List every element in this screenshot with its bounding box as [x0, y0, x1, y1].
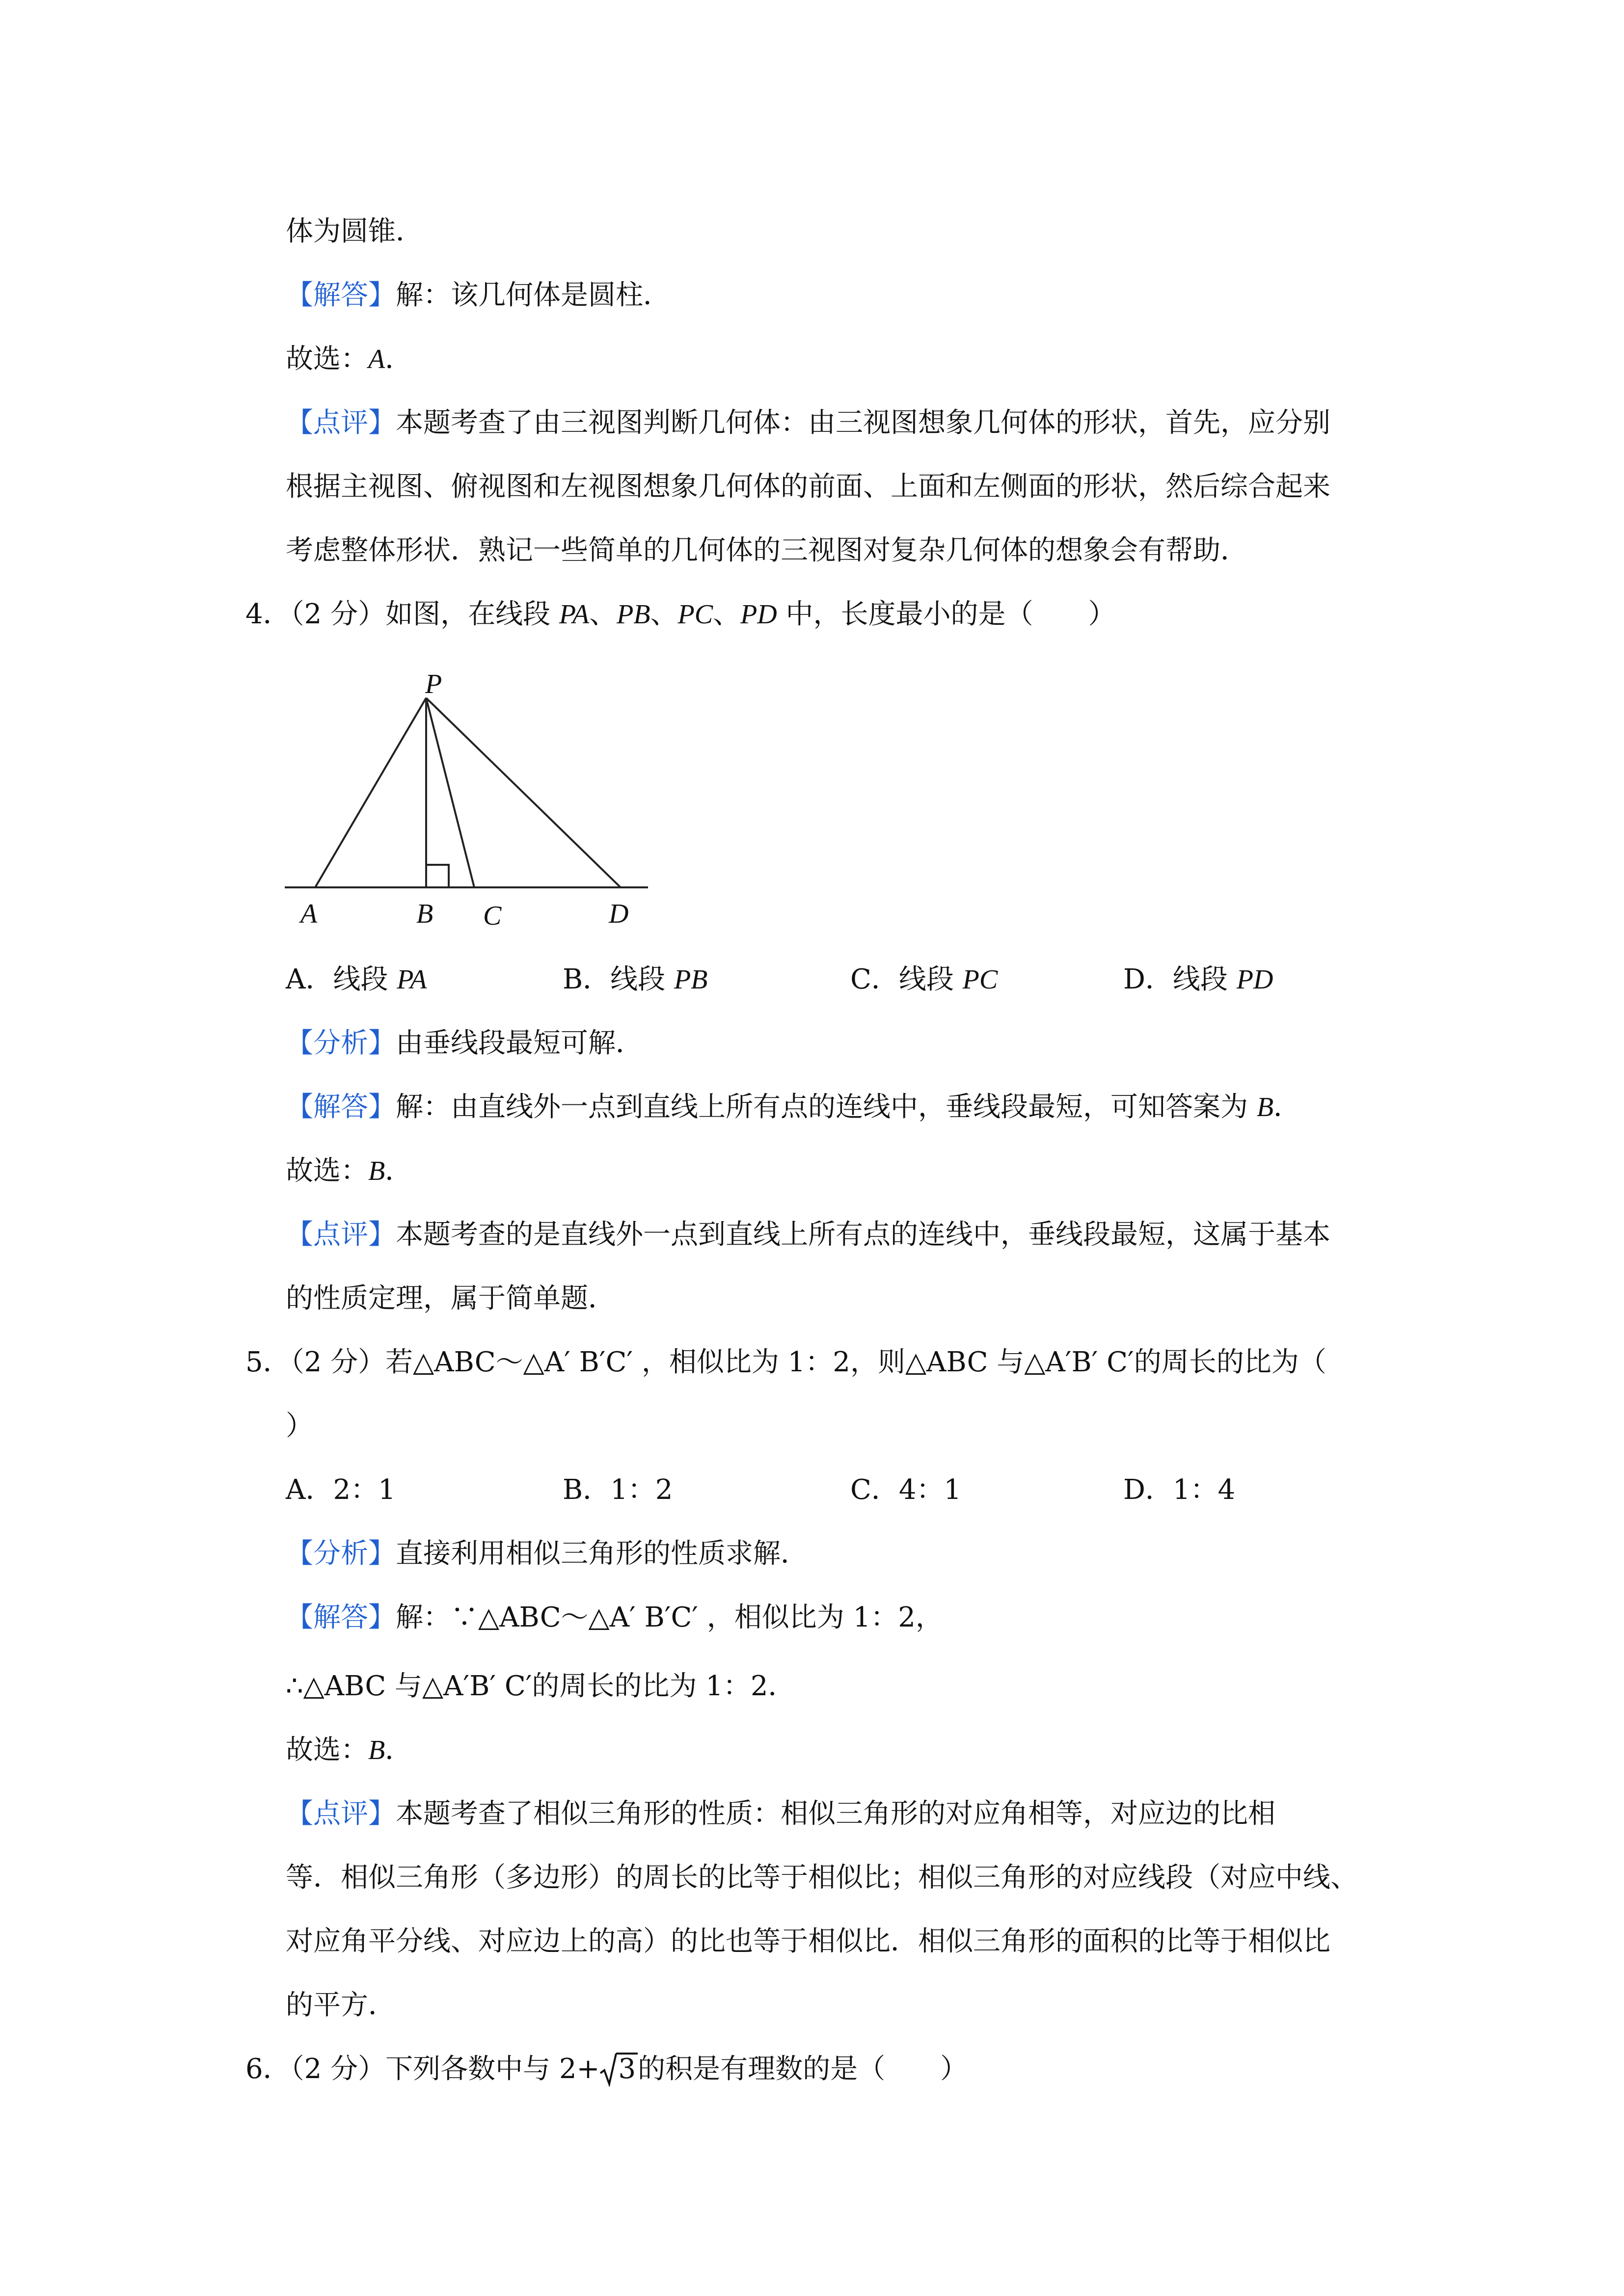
radicand: 3	[616, 2053, 638, 2084]
choice-letter: A	[368, 344, 385, 374]
option-letter: D．	[1123, 1474, 1173, 1506]
question-score: （2 分）	[290, 2053, 386, 2085]
q4-choice	[286, 1153, 412, 1189]
option-letter: C．	[850, 1474, 899, 1506]
choice-prefix: 故选：	[286, 343, 368, 375]
option-text: 2：1	[333, 1474, 396, 1506]
review-tag: 【点评】	[286, 1219, 396, 1251]
analysis-text: 由垂线段最短可解．	[396, 1027, 643, 1059]
option-letter: C．	[850, 963, 899, 995]
q5-review-line-2: 等．相似三角形（多边形）的周长的比等于相似比；相似三角形的对应线段（对应中线、	[286, 1862, 1358, 1894]
q4-stem	[245, 597, 1116, 632]
separator: 、	[713, 598, 741, 630]
answer-tag: 【解答】	[286, 1602, 396, 1633]
choice-suffix: ．	[385, 343, 413, 375]
q4-analysis	[286, 1026, 643, 1061]
q4-review-line-2: 的性质定理，属于简单题．	[286, 1282, 616, 1314]
option-text: 1：2	[610, 1474, 673, 1506]
answer-end: ．	[1273, 1091, 1301, 1123]
review-tag: 【点评】	[286, 1798, 396, 1830]
answer-tag: 【解答】	[286, 1091, 396, 1123]
option-text: 线段	[333, 963, 397, 995]
q5-option-a[interactable]	[286, 1472, 396, 1508]
q5-review-line-4: 的平方．	[286, 1989, 396, 2021]
q5-stem-line-2: ）	[286, 1410, 313, 1442]
option-var: PA	[397, 964, 427, 995]
answer-text: 解：∵△ABC～△A′ B′C′ ，相似比为 1：2，	[396, 1602, 943, 1633]
choice-prefix: 故选：	[286, 1734, 368, 1766]
label-c: C	[483, 901, 502, 931]
choice-letter: B	[368, 1735, 385, 1765]
segment-pd: PD	[740, 599, 777, 630]
square-root	[599, 2052, 638, 2087]
option-text: 1：4	[1172, 1474, 1236, 1506]
q6-stem	[245, 2052, 968, 2087]
answer-text: 解：由直线外一点到直线上所有点的连线中，垂线段最短，可知答案为	[396, 1091, 1257, 1123]
question-number: 5．	[245, 1346, 291, 1378]
choice-prefix: 故选：	[286, 1155, 368, 1187]
option-letter: D．	[1123, 963, 1173, 995]
analysis-tag: 【分析】	[286, 1027, 396, 1059]
segment-pc: PC	[677, 599, 713, 630]
label-d: D	[609, 899, 629, 929]
question-number: 6．	[245, 2053, 291, 2085]
prev-review-line-3: 考虑整体形状．熟记一些简单的几何体的三视图对复杂几何体的想象会有帮助．	[286, 534, 1248, 566]
q5-analysis	[286, 1536, 808, 1572]
stem-text: 若△ABC～△A′ B′C′ ，相似比为 1：2，则△ABC 与△A′B′ C′的周长的比为（	[385, 1346, 1326, 1378]
choice-suffix: ．	[385, 1734, 413, 1766]
separator: 、	[589, 598, 617, 630]
option-var: PD	[1236, 964, 1273, 995]
choice-suffix: ．	[385, 1155, 413, 1187]
option-var: PB	[674, 964, 708, 995]
q5-review-line-1	[286, 1796, 1275, 1832]
review-text: 本题考查的是直线外一点到直线上所有点的连线中，垂线段最短，这属于基本	[396, 1219, 1330, 1251]
q5-answer	[286, 1600, 943, 1635]
option-text: 线段	[1172, 963, 1237, 995]
right-angle-mark	[426, 865, 449, 887]
prev-review-line-1	[286, 405, 1330, 441]
review-tag: 【点评】	[286, 407, 396, 439]
prev-review-line-2: 根据主视图、俯视图和左视图想象几何体的前面、上面和左侧面的形状，然后综合起来	[286, 471, 1330, 503]
analysis-text: 直接利用相似三角形的性质求解．	[396, 1538, 808, 1570]
segment-pa-line	[315, 698, 426, 887]
answer-var: B	[1256, 1092, 1274, 1122]
stem-text-end: 中，长度最小的是（ ）	[777, 598, 1116, 630]
prev-answer-line	[286, 278, 671, 313]
q5-review-line-3: 对应角平分线、对应边上的高）的比也等于相似比．相似三角形的面积的比等于相似比	[286, 1925, 1330, 1957]
q5-option-c[interactable]	[850, 1472, 961, 1508]
answer-tag: 【解答】	[286, 279, 396, 311]
question-score: （2 分）	[290, 598, 386, 630]
question-number: 4．	[245, 598, 291, 630]
q4-option-a[interactable]	[286, 962, 427, 997]
q4-geometry-figure	[275, 663, 668, 937]
q5-option-b[interactable]	[563, 1472, 673, 1508]
answer-text: 解：该几何体是圆柱．	[396, 279, 671, 311]
option-letter: A．	[286, 963, 333, 995]
q5-choice	[286, 1733, 412, 1768]
option-letter: A．	[286, 1474, 333, 1506]
analysis-tag: 【分析】	[286, 1538, 396, 1570]
prev-cont-line: 体为圆锥．	[286, 215, 423, 247]
choice-letter: B	[368, 1156, 385, 1186]
stem-text: 下列各数中与 2+	[385, 2053, 600, 2085]
review-text: 本题考查了由三视图判断几何体：由三视图想象几何体的形状，首先，应分别	[396, 407, 1330, 439]
label-b: B	[416, 899, 433, 929]
stem-text: 如图，在线段	[385, 598, 559, 630]
q4-option-c[interactable]	[850, 962, 998, 997]
segment-pc-line	[426, 698, 474, 887]
q5-therefore-line: ∴△ABC 与△A′B′ C′的周长的比为 1：2．	[286, 1670, 796, 1702]
q4-option-d[interactable]	[1123, 962, 1273, 997]
segment-pd-line	[426, 698, 621, 887]
option-text: 线段	[898, 963, 963, 995]
q5-stem-line-1	[245, 1345, 1326, 1380]
q5-option-d[interactable]	[1123, 1472, 1235, 1508]
option-text: 4：1	[898, 1474, 962, 1506]
option-text: 线段	[610, 963, 674, 995]
option-letter: B．	[563, 1474, 611, 1506]
q4-option-b[interactable]	[563, 962, 707, 997]
segment-pa: PA	[559, 599, 590, 630]
prev-choice-line	[286, 342, 412, 377]
label-p: P	[425, 669, 442, 699]
option-var: PC	[962, 964, 998, 995]
label-a: A	[300, 899, 318, 929]
segment-pb: PB	[617, 599, 650, 630]
q4-review-line-1	[286, 1217, 1330, 1253]
stem-text-end: 的积是有理数的是（ ）	[638, 2053, 968, 2085]
q4-answer	[286, 1090, 1301, 1125]
review-text: 本题考查了相似三角形的性质：相似三角形的对应角相等，对应边的比相	[396, 1798, 1275, 1830]
option-letter: B．	[563, 963, 611, 995]
question-score: （2 分）	[290, 1346, 386, 1378]
radical-sign-icon	[599, 2052, 617, 2087]
separator: 、	[650, 598, 678, 630]
